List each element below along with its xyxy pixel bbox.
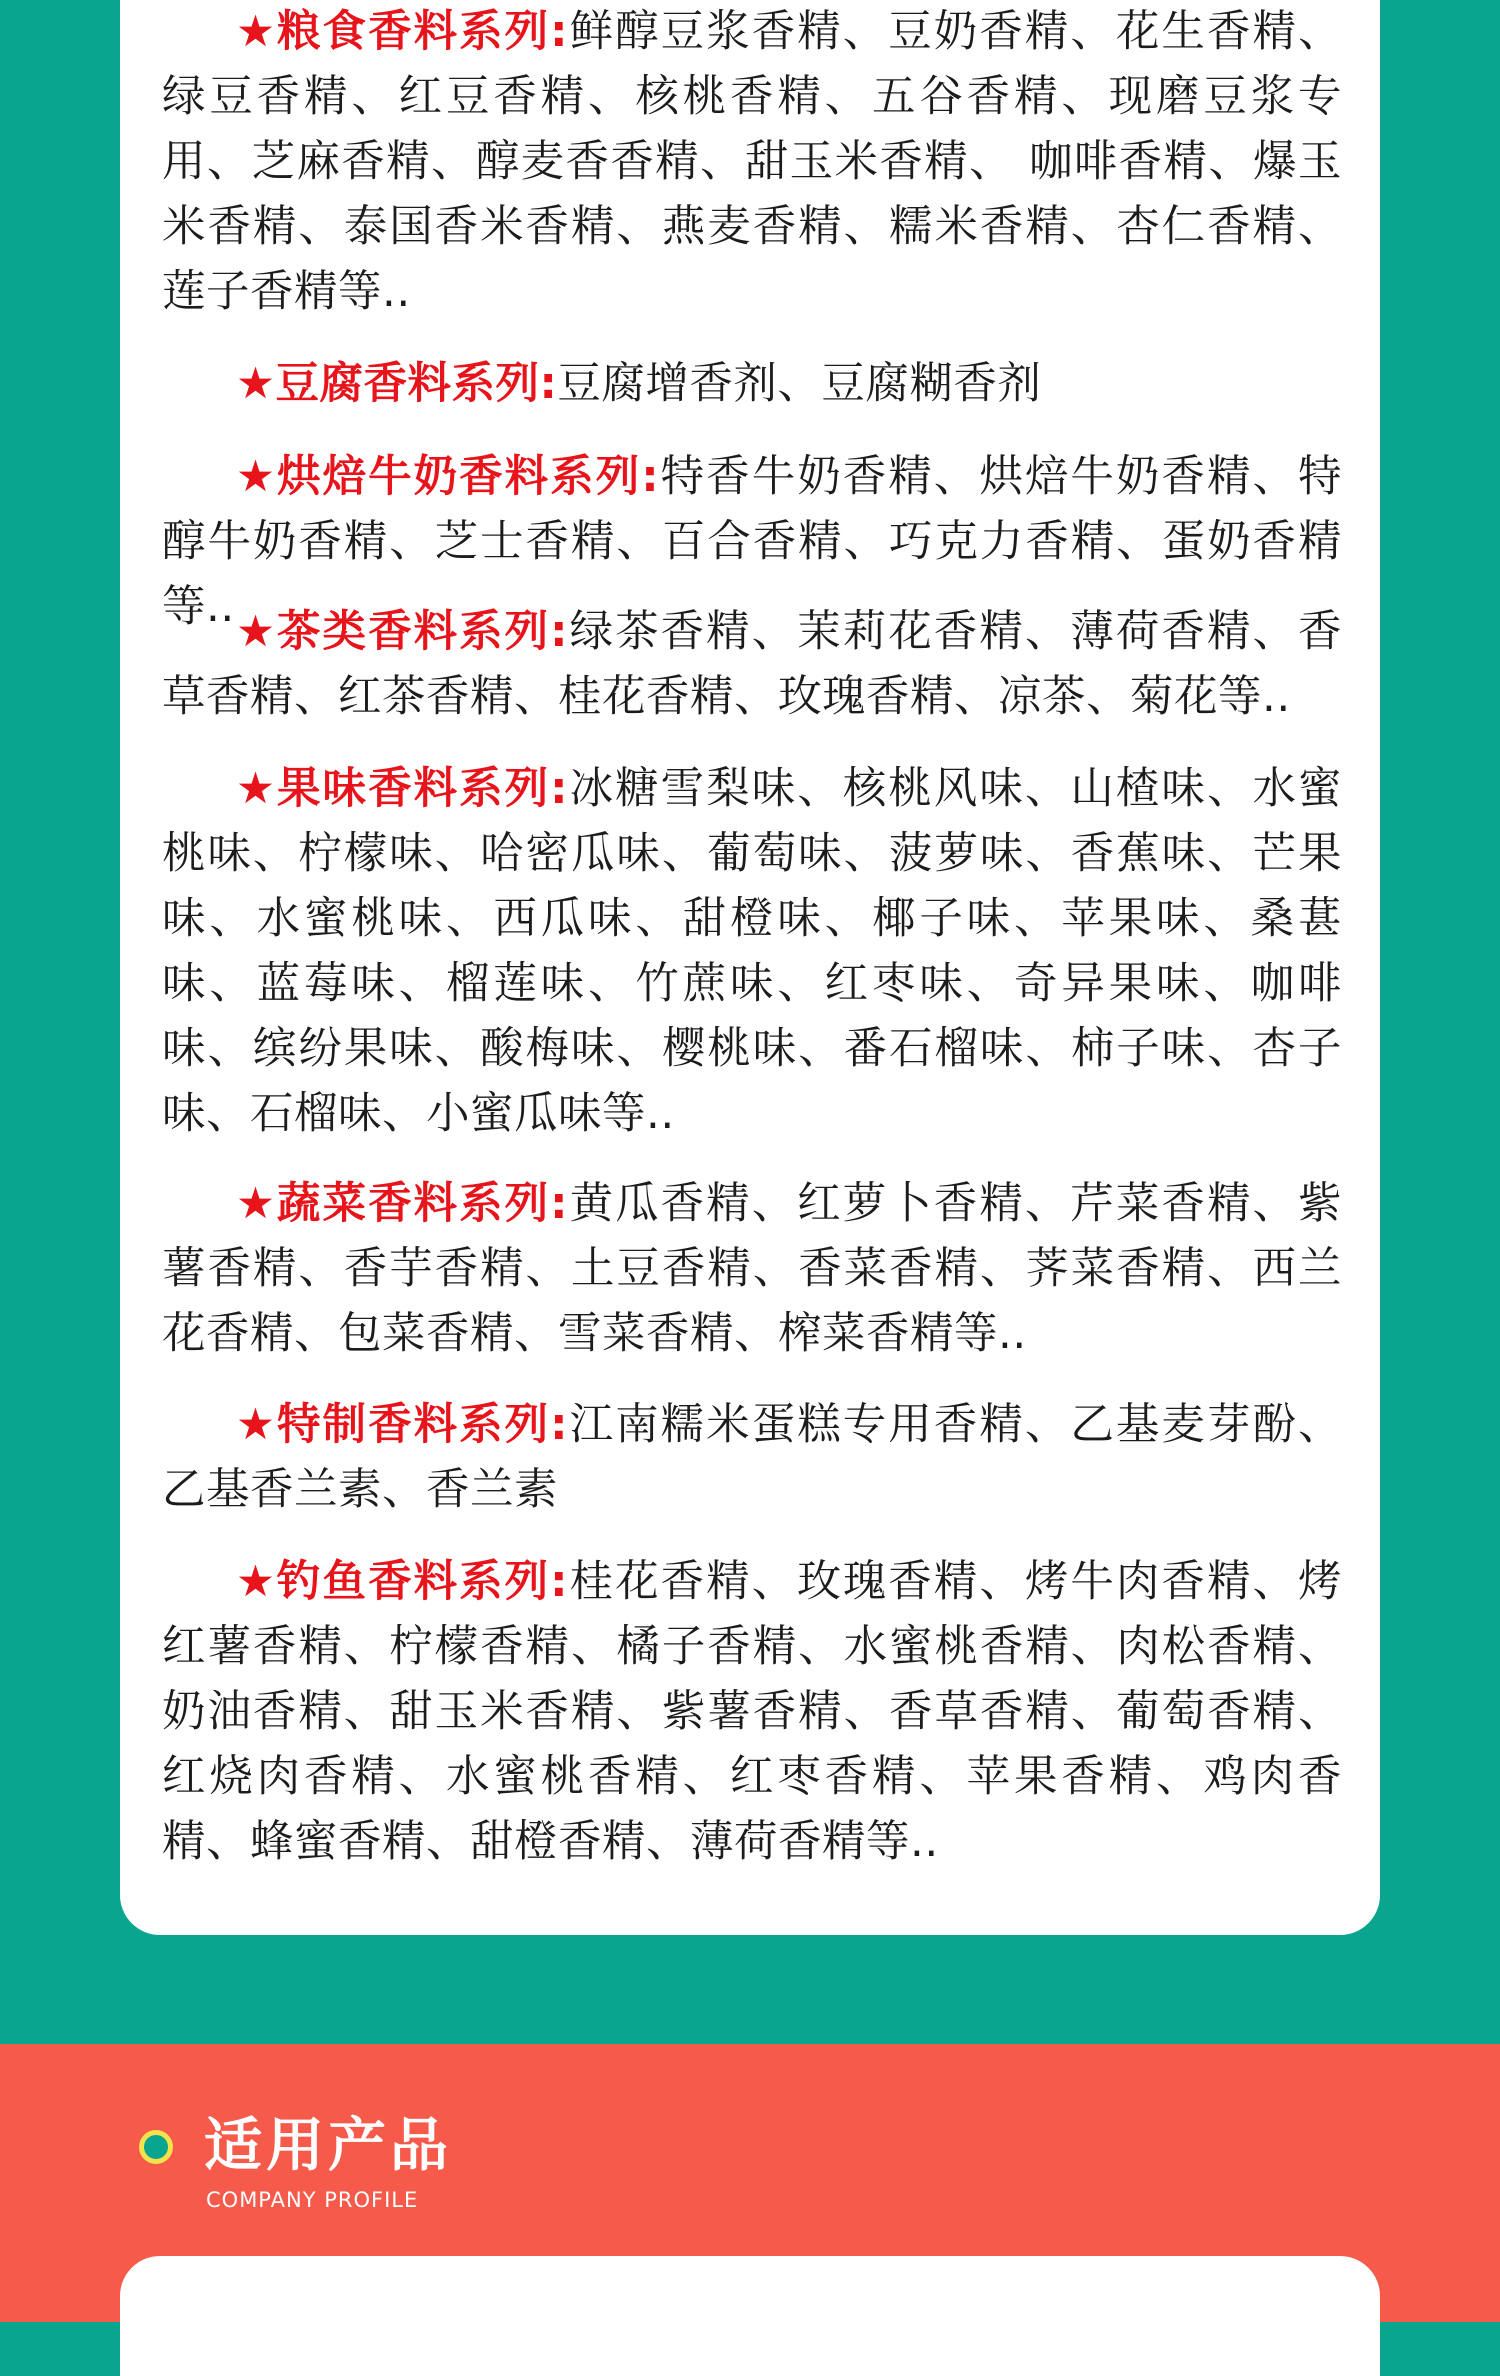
star-icon: ★ [236,359,276,409]
category-vegetable [162,1172,1342,1367]
category-title: ★蔬菜香料系列: [236,1179,569,1229]
category-title: ★特制香料系列: [236,1400,569,1450]
category-title: ★烘焙牛奶香料系列: [236,452,660,502]
category-title: ★豆腐香料系列: [236,359,558,409]
category-title: ★果味香料系列: [236,764,569,814]
star-icon: ★ [236,1557,278,1607]
category-items: 江南糯米蛋糕专用香精、乙基麦芽酚、乙基香兰素、香兰素 [162,1400,1342,1515]
category-items: 豆腐增香剂、豆腐糊香剂 [557,359,1042,409]
section-title: 适用产品 [204,2111,453,2179]
section-subtitle: COMPANY PROFILE [206,2188,419,2212]
category-items: 桂花香精、玫瑰香精、烤牛肉香精、烤红薯香精、柠檬香精、橘子香精、水蜜桃香精、肉松香精、 奶油香精、甜玉米香精、紫薯香精、香草香精、葡萄香精、红烧肉香精、水蜜桃香精、红枣香精、苹果香精、鸡肉香精、蜂蜜香精、甜橙香精、薄荷香精等.. [162,1557,1342,1867]
category-title: ★钓鱼香料系列: [236,1557,569,1607]
star-icon: ★ [236,764,278,814]
category-tofu [162,352,1342,417]
category-special [162,1393,1342,1523]
category-fruit [162,757,1342,1147]
category-items: 绿茶香精、茉莉花香精、薄荷香精、香草香精、红茶香精、桂花香精、玫瑰香精、凉茶、菊花等.. [162,607,1342,722]
star-icon: ★ [236,452,278,502]
category-title: ★茶类香料系列: [236,607,569,657]
category-fishing [162,1550,1342,1875]
category-items: 冰糖雪梨味、核桃风味、山楂味、水蜜桃味、柠檬味、哈密瓜味、葡萄味、菠萝味、香蕉味、芒果味、水蜜桃味、西瓜味、甜橙味、椰子味、苹果味、桑葚味、蓝莓味、榴莲味、竹蔗味、红枣味、奇异果味、咖啡味、缤纷果味、酸梅味、樱桃味、番石榴味、柿子味、杏子味、石榴味、小蜜瓜味等.. [162,764,1342,1139]
category-title: ★粮食香料系列: [236,7,569,57]
category-tea [162,600,1342,730]
next-content-card [120,2256,1380,2376]
category-items: 鲜醇豆浆香精、豆奶香精、花生香精、绿豆香精、红豆香精、核桃香精、五谷香精、现磨豆浆专用、芝麻香精、醇麦香香精、甜玉米香精、 咖啡香精、爆玉米香精、泰国香米香精、燕麦香精、糯米香精、杏仁香精、莲子香精等.. [162,7,1342,317]
star-icon: ★ [236,7,278,57]
category-items: 黄瓜香精、红萝卜香精、芹菜香精、紫薯香精、香芋香精、土豆香精、香菜香精、荠菜香精、西兰花香精、包菜香精、雪菜香精、榨菜香精等.. [162,1179,1342,1359]
star-icon: ★ [236,607,278,657]
section-bullet-icon [139,2130,173,2164]
category-grain [162,0,1342,325]
category-items: 特香牛奶香精、烘焙牛奶香精、特醇牛奶香精、芝士香精、百合香精、巧克力香精、蛋奶香精等.. [162,452,1342,632]
star-icon: ★ [236,1179,278,1229]
star-icon: ★ [236,1400,278,1450]
